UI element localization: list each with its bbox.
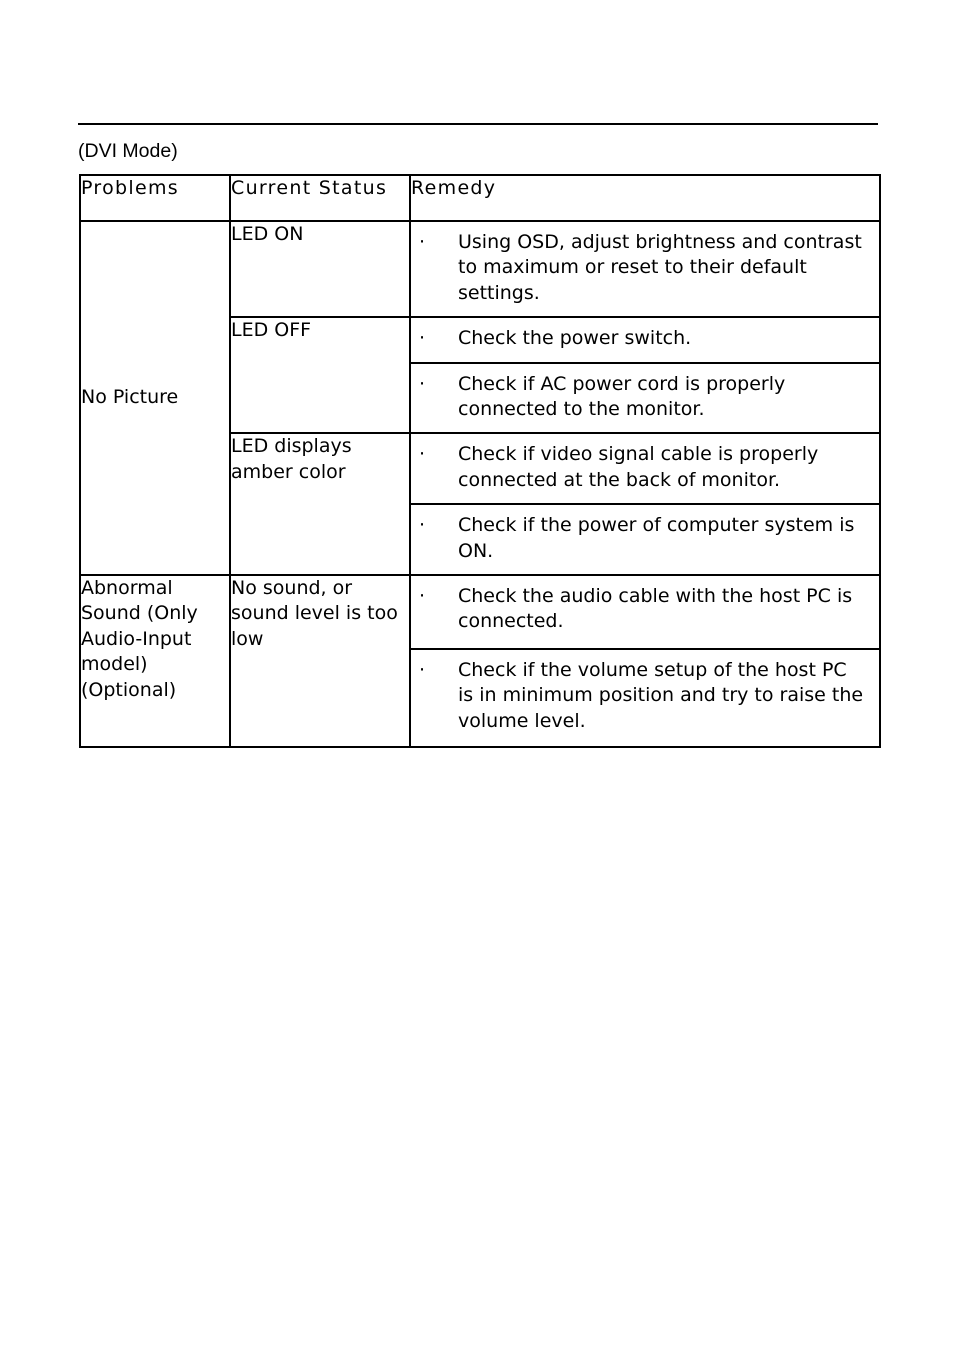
problem-abnormal-sound: Abnormal Sound (Only Audio-Input model) (Optional) [80,575,230,747]
remedy-item [410,317,880,362]
problem-no-picture: No Picture [80,221,230,575]
remedy-item [410,504,880,575]
bullet-icon: · [419,231,426,253]
remedy-text: Check if the power of computer system is ON. [458,514,855,562]
bullet-icon: · [419,659,426,682]
status-no-sound: No sound, or sound level is too low [230,575,410,747]
remedy-item [410,433,880,504]
section-mode-label: (DVI Mode) [78,140,178,162]
top-rule [78,123,878,125]
bullet-icon: · [419,443,426,466]
remedy-text: Check if AC power cord is properly connected to the monitor. [458,372,786,421]
remedy-text: Check the audio cable with the host PC is connected. [458,585,853,633]
remedy-item [410,575,880,649]
header-problems: Problems [80,175,230,221]
bullet-icon: · [419,372,426,395]
bullet-icon: · [419,327,426,350]
remedy-text: Check the power switch. [458,327,692,350]
troubleshooting-table [79,174,881,748]
header-row [80,175,880,221]
header-remedy: Remedy [410,175,880,221]
remedy-text: Check if video signal cable is properly connected at the back of monitor. [458,443,819,491]
remedy-item [410,221,880,317]
header-current-status: Current Status [230,175,410,221]
remedy-item [410,649,880,747]
status-led-amber: LED displays amber color [230,433,410,575]
bullet-icon: · [419,585,426,608]
status-led-on: LED ON [230,221,410,317]
table-row [80,221,880,317]
table-row [80,575,880,649]
remedy-text: Using OSD, adjust brightness and contrast to maximum or reset to their default settings. [458,231,862,304]
remedy-text: Check if the volume setup of the host PC is in minimum position and try to raise the volume level. [458,659,864,732]
remedy-item [410,363,880,434]
status-led-off: LED OFF [230,317,410,433]
bullet-icon: · [419,514,426,537]
